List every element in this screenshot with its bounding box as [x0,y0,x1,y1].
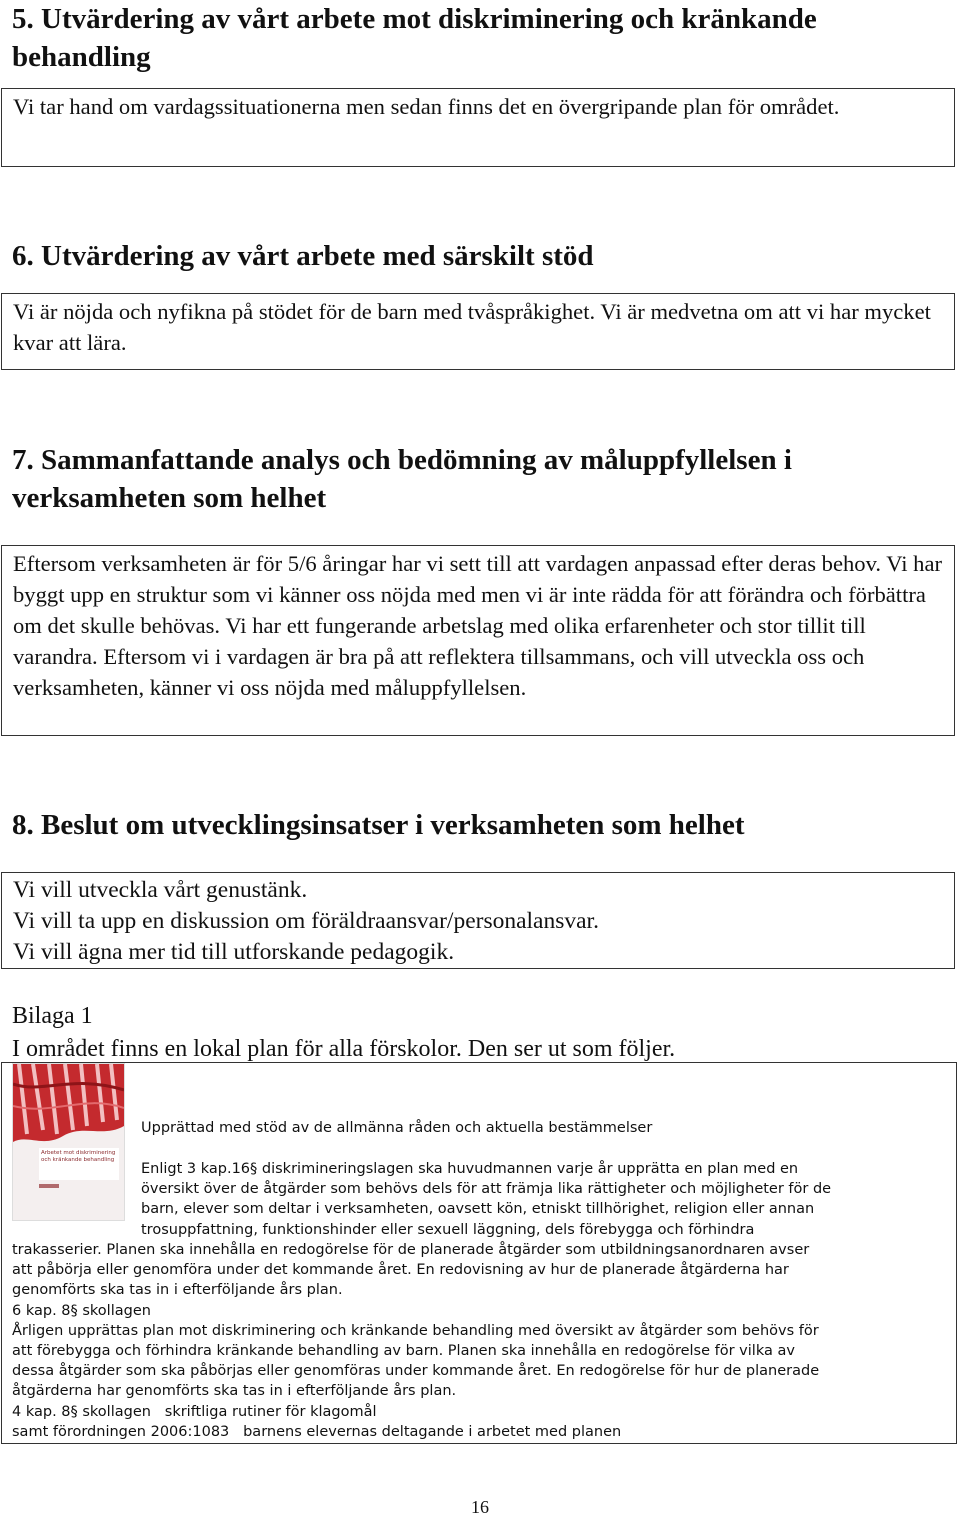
appendix-line: barn, elever som deltar i verksamheten, oavsett kön, etniskt tillhörighet, religion eller annan [141,1201,815,1218]
page-number: 16 [471,1497,489,1517]
section-8-heading: 8. Beslut om utvecklingsinsatser i verksamheten som helhet [12,809,745,841]
appendix-line: Årligen upprättas plan mot diskriminering och kränkande behandling med översikt av åtgärder som behövs för [12,1322,819,1339]
appendix-line: att påbörja eller genomföra under det kommande året. En redovisning av hur de planerade åtgärderna har [12,1262,789,1279]
section-5-text: Vi tar hand om vardagssituationerna men sedan finns det en övergripande plan för området. [13,94,840,119]
section-6-box [1,293,955,370]
section-8-item-3: Vi vill ägna mer tid till utforskande pedagogik. [13,939,455,965]
section-5-box [1,88,955,167]
appendix-title: Bilaga 1 [12,1003,93,1029]
appendix-line: åtgärderna har genomförts ska tas in i efterföljande års plan. [12,1383,457,1400]
appendix-line: trakasserier. Planen ska innehålla en redogörelse för de planerade åtgärder som utbildningsanordnaren avser [12,1242,810,1258]
appendix-indented-text [141,1159,831,1240]
appendix-line: 4 kap. 8§ skollagen skriftliga rutiner för klagomål [12,1403,377,1420]
appendix-line: översikt över de åtgärder som behövs dels för att främja lika rättigheter och möjligheter för de [141,1181,832,1198]
appendix-line: dessa åtgärder som ska påbörjas eller genomföras under kommande året. En redogörelse för hur de planerade [12,1363,820,1380]
section-5-heading: 5. Utvärdering av vårt arbete mot diskriminering och kränkande behandling [12,3,817,73]
appendix-box [1,1062,957,1444]
section-7-heading: 7. Sammanfattande analys och bedömning av måluppfyllelsen i verksamheten som helhet [12,444,792,514]
appendix-line: 6 kap. 8§ skollagen [12,1302,151,1319]
appendix-line: Enligt 3 kap.16§ diskrimineringslagen ska huvudmannen varje år upprätta en plan med en [141,1161,799,1177]
section-8-item-1: Vi vill utveckla vårt genustänk. [13,877,308,903]
appendix-full-text [12,1240,819,1442]
book-cover-title: Arbetet mot diskriminering och kränkande behandling [41,1150,116,1163]
appendix-line: att förebygga och förhindra kränkande behandling av barn. Planen ska innehålla en redogörelse för vilka av [12,1343,795,1360]
appendix-line: genomförts ska tas in i efterföljande års plan. [12,1282,343,1299]
appendix-line: trosuppfattning, funktionshinder eller sexuell läggning, dels förebygga och förhindra [141,1221,755,1238]
section-8-box [1,872,955,969]
section-8-item-2: Vi vill ta upp en diskussion om föräldraansvar/personalansvar. [13,908,599,934]
appendix-header: Upprättad med stöd av de allmänna råden och aktuella bestämmelser [141,1120,653,1136]
section-6-heading: 6. Utvärdering av vårt arbete med särskilt stöd [12,240,594,272]
section-7-box [1,545,955,736]
section-6-text: Vi är nöjda och nyfikna på stödet för de barn med tvåspråkighet. Vi är medvetna om att vi har mycket kvar att lära. [13,299,931,355]
appendix-intro: I området finns en lokal plan för alla förskolor. Den ser ut som följer. [12,1036,676,1062]
appendix-line: samt förordningen 2006:1083 barnens elevernas deltagande i arbetet med planen [12,1423,622,1440]
book-cover-illustration [13,1064,124,1220]
book-cover-image [12,1063,125,1221]
section-7-text: Eftersom verksamheten är för 5/6 åringar har vi sett till att vardagen anpassad efter deras behov. Vi har byggt upp en struktur som vi känner oss nöjda med men vi är inte rädda för att förändra och förbättra om det skulle behövas. Vi har ett fungerande arbetslag med olika erfarenheter och stor tillit till varandra. Eftersom vi i vardagen är bra på att reflektera tillsammans, och vill utveckla oss och verksamheten, känner vi oss nöjda med måluppfyllelsen. [13,551,943,700]
